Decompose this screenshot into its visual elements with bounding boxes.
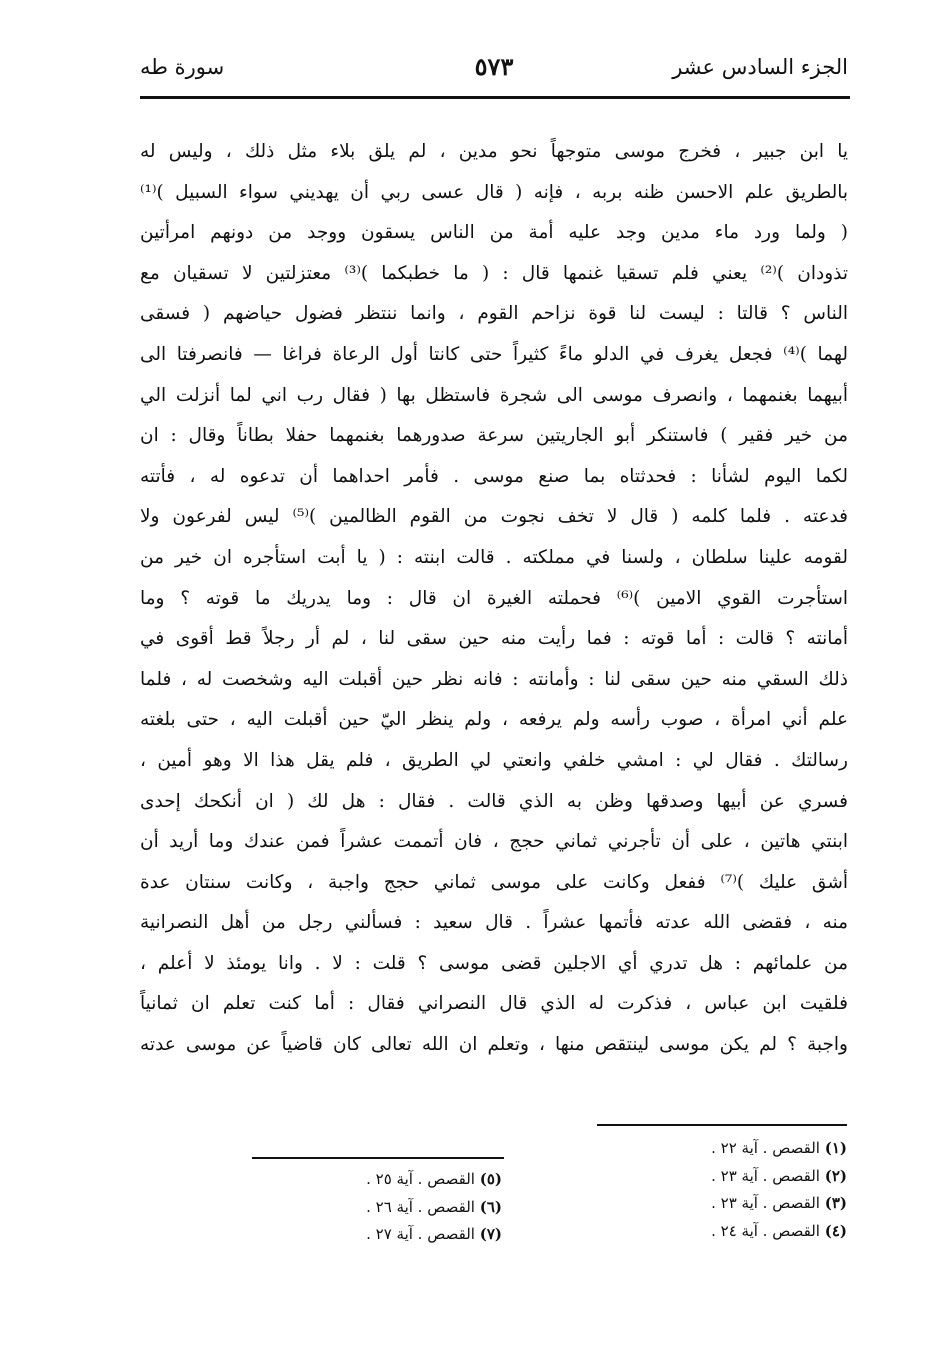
part-title: الجزء السادس عشر bbox=[672, 55, 848, 79]
footnote-number: (٤) bbox=[824, 1221, 847, 1240]
footnotes-column-right bbox=[607, 1135, 847, 1245]
body-line: فلقيت ابن عباس ، فذكرت له الذي قال النصراني فقال : أما كنت تعلم ان ثمانياً bbox=[140, 993, 848, 1015]
body-line: لقومه علينا سلطان ، ولسنا في مملكته . قالت ابنته : ( يا أبت استأجره ان خير من bbox=[140, 546, 848, 568]
surah-title: سورة طه bbox=[140, 55, 225, 79]
footnote-number: (٦) bbox=[479, 1197, 502, 1216]
footnote-number: (٧) bbox=[479, 1225, 502, 1243]
body-line: ذلك السقي منه حين سقى لنا : وأمانته : فانه نظر حين أقبلت اليه وشخصت له ، فلما bbox=[140, 668, 848, 690]
body-line: ابنتي هاتين ، على أن تأجرني ثماني حجج ، فان أتممت عشراً فمن عندك وما أريد أن bbox=[140, 831, 848, 853]
body-line: فدعته . فلما كلمه ( قال لا تخف نجوت من القوم الظالمين )⁽⁵⁾ ليس لفرعون ولا bbox=[140, 506, 848, 528]
footnote bbox=[262, 1221, 502, 1249]
body-line: بالطريق علم الاحسن ظنه بربه ، فإنه ( قال عسى ربي أن يهديني سواء السبيل )⁽¹⁾ bbox=[140, 181, 848, 203]
footnote-divider-right bbox=[597, 1124, 847, 1126]
footnotes-column-left bbox=[262, 1166, 502, 1249]
body-line: استأجرت القوي الامين )⁽⁶⁾ فحملته الغيرة ان قال : وما يدريك ما قوته ؟ وما bbox=[140, 587, 848, 609]
footnote-text: القصص . آية ٢٦ . bbox=[366, 1197, 475, 1216]
body-line: أمانته ؟ قالت : أما قوته : فما رأيت منه حين سقى لنا ، لم أر رجلاً قط أقوى في bbox=[140, 628, 848, 650]
footnote-text: القصص . آية ٢٢ . bbox=[711, 1139, 820, 1157]
header-divider bbox=[140, 96, 850, 99]
footnote-text: القصص . آية ٢٤ . bbox=[711, 1221, 820, 1240]
body-line: علم أني امرأة ، صوب رأسه ولم يرفعه ، ولم ينظر اليّ حين أقبلت اليه ، حتى بلغته bbox=[140, 709, 848, 731]
body-line: رسالتك . فقال لي : امشي خلفي وانعتي لي الطريق ، فلم يقل هذا الا وهو أمين ، bbox=[140, 749, 848, 771]
body-line: لهما )⁽⁴⁾ فجعل يغرف في الدلو ماءً كثيراً حتى كانتا أول الرعاة فراغا — فانصرفتا الى bbox=[140, 343, 848, 365]
body-line: أبيهما بغنمهما ، وانصرف موسى الى شجرة فاستظل بها ( فقال رب اني لما أنزلت الي bbox=[140, 384, 848, 406]
footnote-number: (٢) bbox=[824, 1166, 847, 1185]
body-text bbox=[140, 132, 848, 1066]
footnote-text: القصص . آية ٢٧ . bbox=[366, 1225, 475, 1243]
body-line: منه ، فقضى الله عدته فأتمها عشراً . قال سعيد : فسألني رجل من أهل النصرانية bbox=[140, 912, 848, 934]
footnote-divider-left bbox=[252, 1157, 504, 1159]
body-line: أشق عليك )⁽⁷⁾ ففعل وكانت على موسى ثماني حجج واجبة ، وكانت سنتان عدة bbox=[140, 871, 848, 893]
footnote bbox=[607, 1218, 847, 1246]
running-header bbox=[140, 52, 848, 92]
body-line: من علمائهم : هل تدري أي الاجلين قضى موسى ؟ قلت : لا . وانا يومئذ لا أعلم ، bbox=[140, 952, 848, 974]
footnote-number: (٥) bbox=[479, 1170, 502, 1188]
footnote bbox=[262, 1166, 502, 1194]
body-line: فسري عن أبيها وصدقها وظن به الذي قالت . فقال : هل لك ( ان أنكحك إحدى bbox=[140, 790, 848, 812]
footnote bbox=[262, 1194, 502, 1222]
footnote bbox=[607, 1163, 847, 1191]
footnote-number: (٣) bbox=[824, 1194, 847, 1212]
footnote-text: القصص . آية ٢٣ . bbox=[711, 1166, 820, 1185]
body-line: تذودان )⁽²⁾ يعني فلم تسقيا غنمها قال : ( ما خطبكما )⁽³⁾ معتزلتين لا تسقيان مع bbox=[140, 262, 848, 284]
page-number: ٥٧٣ bbox=[474, 52, 514, 81]
body-line: من خير فقير ) فاستنكر أبو الجاريتين سرعة صدورهما بغنمهما حفلا بطاناً وقال : ان bbox=[140, 425, 848, 447]
body-line: واجبة ؟ لم يكن موسى لينتقص منها ، وتعلم ان الله تعالى كان قاضياً عن موسى عدته bbox=[140, 1034, 848, 1056]
body-line: ( ولما ورد ماء مدين وجد عليه أمة من الناس يسقون ووجد من دونهم امرأتين bbox=[140, 222, 848, 244]
footnote-text: القصص . آية ٢٥ . bbox=[366, 1170, 475, 1188]
footnote bbox=[607, 1190, 847, 1218]
footnote-number: (١) bbox=[824, 1139, 847, 1157]
body-line: يا ابن جبير ، فخرج موسى متوجهاً نحو مدين ، لم يلق بلاء مثل ذلك ، وليس له bbox=[140, 141, 848, 162]
body-line: الناس ؟ قالتا : ليست لنا قوة نزاحم القوم ، وانما ننتظر فضول حياضهم ( فسقى bbox=[140, 303, 848, 325]
body-line: لكما اليوم لشأنا : فحدثتاه بما صنع موسى . فأمر احداهما أن تدعوه له ، فأتته bbox=[140, 465, 848, 487]
footnote-text: القصص . آية ٢٣ . bbox=[711, 1194, 820, 1212]
footnote bbox=[607, 1135, 847, 1163]
